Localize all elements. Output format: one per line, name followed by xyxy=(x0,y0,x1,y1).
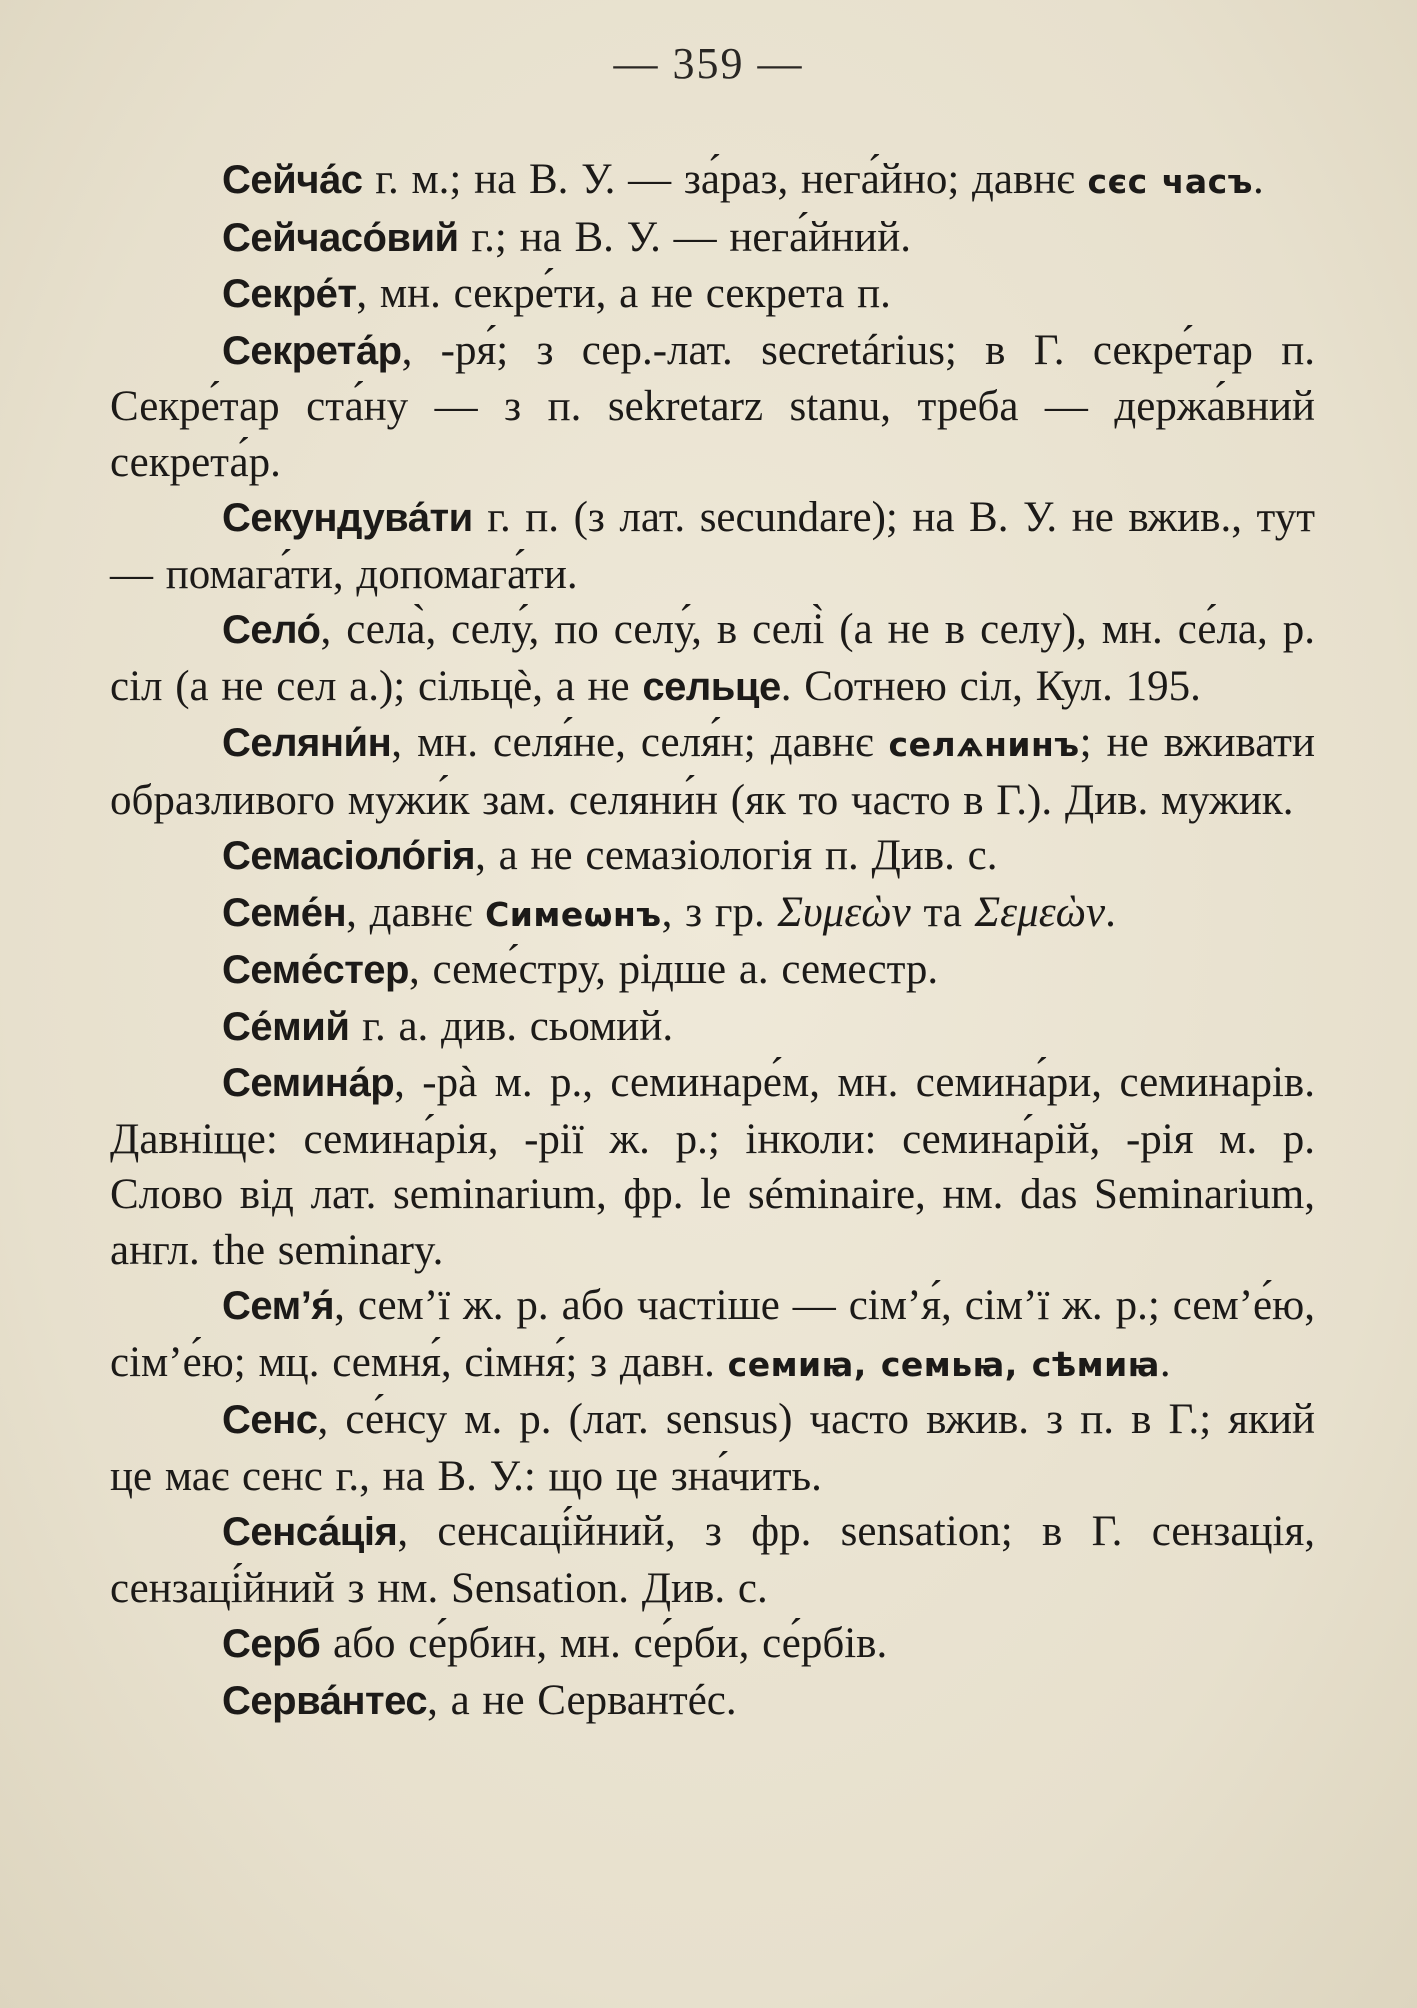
entry-text: , сенсаці́йний, з фр. sensation; в Г. сензація, сензаці́йний з нм. Sensation. Див. с. xyxy=(110,1508,1315,1612)
headword: Сейчасо́вий xyxy=(222,215,459,260)
emphasized-word: сельце xyxy=(642,664,781,709)
headword: Село́ xyxy=(222,608,321,652)
entry-text: , -ря́; з сер.-лат. secretárius; в Г. секре́тар п. Секре́тар ста́ну — з п. sekretarz stanu, треба — держа́вний секрета́р. xyxy=(110,326,1315,486)
entry-sekretar xyxy=(110,323,1315,491)
entry-selo xyxy=(110,602,1315,715)
headword: Сенс xyxy=(222,1398,318,1442)
entry-text: г.; на В. У. — нега́йний. xyxy=(458,213,911,261)
entry-seichas xyxy=(110,152,1315,210)
headword: Се́мий xyxy=(222,1004,350,1049)
entry-text: г. м.; на В. У. — за́раз, нега́йно; давнє xyxy=(362,156,1088,203)
entry-text: та xyxy=(910,888,975,936)
entry-semen xyxy=(110,885,1315,943)
entry-text: г. а. див. сьомий. xyxy=(349,1002,674,1050)
entry-semasiologiia xyxy=(110,828,1315,885)
entry-seminar xyxy=(110,1055,1315,1278)
entry-sekunduvaty xyxy=(110,490,1315,602)
entry-text: , села̀, селу́, по селу́, в селі̀ (а не в селу), мн. се́ла, р. сіл (а не сел а.); сільцѐ, а не xyxy=(110,606,1315,710)
headword: Семе́стер xyxy=(222,948,409,992)
headword: Секрета́р xyxy=(222,328,402,373)
entry-sens xyxy=(110,1392,1315,1504)
entry-selianyn xyxy=(110,715,1315,828)
entry-text: , з гр. xyxy=(661,888,778,936)
headword: Сем’я́ xyxy=(222,1284,335,1328)
greek-word: Σεμεὼν xyxy=(974,888,1106,936)
entry-text: ; не вживати образливого мужи́к зам. селяни́н (як то часто в Г.). Див. мужик. xyxy=(110,719,1315,824)
entry-text: . xyxy=(1252,156,1264,203)
entry-text: , давнє xyxy=(346,888,486,936)
entry-semester xyxy=(110,942,1315,999)
entry-text: , -рà м. р., семинаре́м, мн. семина́ри, семинарів. Давніще: семина́рія, -рії ж. р.; інколи: семина́рій, -рія м. р. Слово від лат. seminarium, фр. le séminaire, нм. das Seminarium, англ. the seminary. xyxy=(110,1059,1315,1274)
entry-semyi xyxy=(110,999,1315,1056)
greek-word: Συμεὼν xyxy=(777,888,911,936)
entry-serb xyxy=(110,1616,1315,1673)
headword: Секундува́ти xyxy=(222,496,473,540)
headword: Сенса́ція xyxy=(222,1510,398,1554)
entry-text: г. п. (з лат. secundare); на В. У. не вжив., тут — помага́ти, допомага́ти. xyxy=(110,494,1315,598)
entry-semia xyxy=(110,1278,1315,1392)
entry-text: , се́нсу м. р. (лат. sensus) часто вжив. з п. в Г.; який це має сенс г., на В. У.: що це зна́чить. xyxy=(110,1396,1315,1500)
old-script: селѧнинъ xyxy=(888,725,1080,764)
entry-text: , семе́стру, рідше а. семестр. xyxy=(408,946,939,993)
entry-text: , а не семазіологія п. Див. с. xyxy=(475,832,998,879)
entry-text: . xyxy=(1159,1338,1171,1386)
entry-seichasovyi xyxy=(110,210,1315,267)
entry-sekret xyxy=(110,266,1315,323)
entry-sensatsiia xyxy=(110,1504,1315,1616)
old-script: семиꙗ, семьꙗ, сѣмиꙗ xyxy=(727,1344,1160,1384)
entry-text: . Сотнею сіл, Кул. 195. xyxy=(780,662,1201,710)
headword: Серб xyxy=(222,1622,321,1666)
old-script: сєс часъ xyxy=(1087,162,1253,201)
headword: Серва́нтес xyxy=(222,1678,428,1723)
entry-text: . xyxy=(1105,888,1116,936)
old-script: Симеѡнъ xyxy=(485,894,662,934)
headword: Семасіоло́гія xyxy=(222,834,476,878)
entry-servantes xyxy=(110,1673,1315,1730)
entry-text: , мн. селя́не, селя́н; давнє xyxy=(391,719,889,766)
entry-text: , а не Сервантéс. xyxy=(427,1676,737,1724)
page-number: — 359 — xyxy=(613,39,804,88)
headword: Семина́р xyxy=(222,1061,395,1105)
headword: Секре́т xyxy=(222,272,357,316)
entry-text: , сем’ї ж. р. або частіше — сім’я́, сім’ї ж. р.; сем’е́ю, сім’е́ю; мц. семня́, сімня́; з давн. xyxy=(110,1282,1315,1386)
entry-text: , мн. секре́ти, а не секрета п. xyxy=(356,270,891,317)
headword: Семе́н xyxy=(222,890,347,935)
entry-text: або се́рбин, мн. се́рби, се́рбів. xyxy=(320,1620,888,1667)
headword: Селяни́н xyxy=(222,721,392,765)
headword: Сейча́с xyxy=(222,158,363,202)
dictionary-text xyxy=(110,152,1315,1729)
